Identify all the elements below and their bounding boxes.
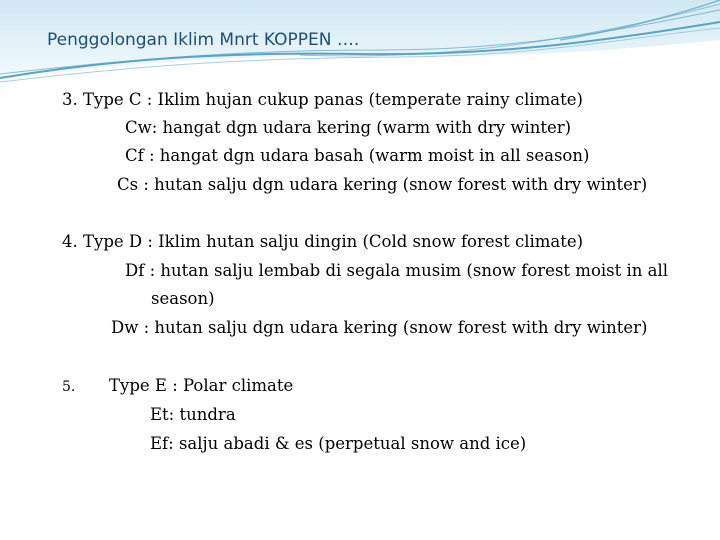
section-c-line: Cs : hutan salju dgn udara kering (snow forest with dry winter) (117, 175, 648, 194)
section-c-heading: 3. Type C : Iklim hujan cukup panas (temperate rainy climate) (62, 90, 583, 109)
section-e-line: Et: tundra (150, 405, 236, 424)
section-d-heading: 4. Type D : Iklim hutan salju dingin (Cold snow forest climate) (62, 232, 584, 251)
section-d-line: Dw : hutan salju dgn udara kering (snow forest with dry winter) (111, 318, 648, 337)
section-e-line: Ef: salju abadi & es (perpetual snow and ice) (150, 434, 527, 453)
section-e-number: 5. (62, 379, 76, 395)
section-c-line: Cf : hangat dgn udara basah (warm moist in all season) (125, 146, 590, 165)
section-e-heading: Type E : Polar climate (109, 376, 294, 395)
section-d-line: season) (151, 289, 215, 308)
section-d-line: Df : hutan salju lembab di segala musim (snow forest moist in all (125, 261, 669, 280)
slide-title: Penggolongan Iklim Mnrt KOPPEN …. (47, 30, 360, 50)
section-c-line: Cw: hangat dgn udara kering (warm with dry winter) (125, 118, 572, 137)
